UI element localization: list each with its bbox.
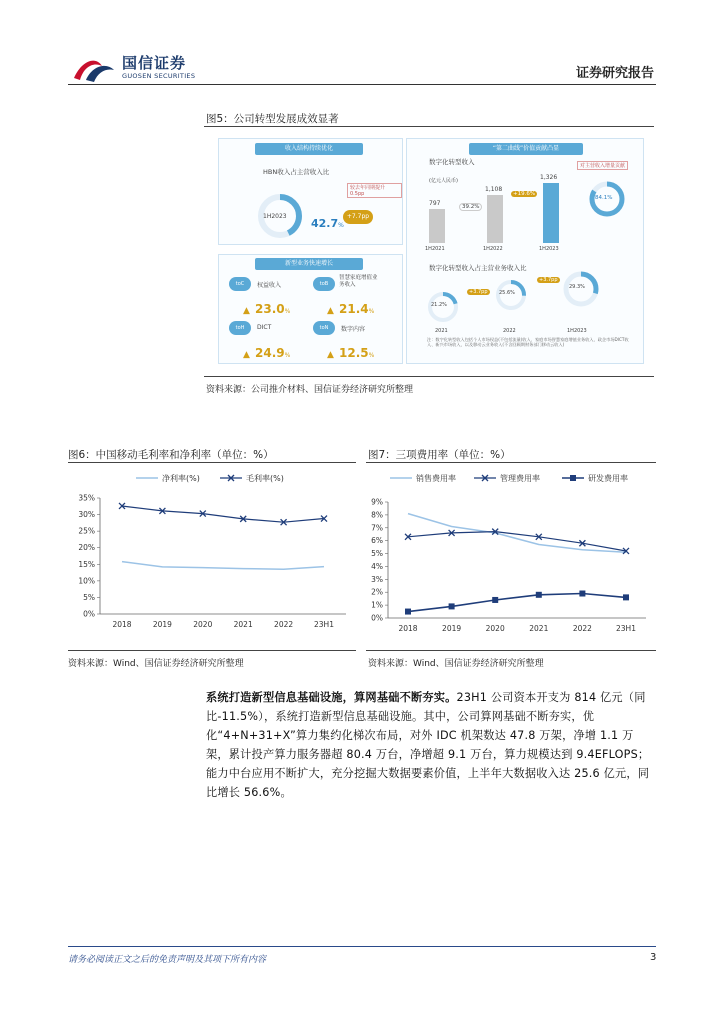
fig7-series-3-point (492, 597, 498, 603)
fig7-legend-label: 管理费用率 (500, 474, 540, 483)
new-business-panel (218, 254, 403, 364)
toc-icon: toC (229, 277, 251, 291)
figure5-source: 资料来源：公司推介材料、国信证券经济研究所整理 (206, 385, 414, 395)
fig7-ytick-label: 4% (371, 561, 383, 571)
new-business-pill: 新型业务快速增长 (255, 258, 363, 270)
biz-item-4-value: ▲ 12.5% (327, 346, 375, 360)
fig7-series-3-point (579, 591, 585, 597)
biz-item-1-label: 权益收入 (257, 282, 282, 289)
fig7-ytick-label: 7% (371, 523, 383, 533)
income-structure-pill: 收入结构持续优化 (255, 143, 363, 155)
share-2021-label: 2021 (435, 328, 448, 334)
bar-1-label: 1H2021 (425, 246, 445, 252)
digital-revenue-unit: (亿元人民币) (429, 178, 458, 184)
fig6-legend-label: 净利率(%) (162, 474, 200, 483)
bar-1 (429, 209, 445, 243)
fig7-ytick-label: 8% (371, 510, 383, 520)
fig7-ytick-label: 0% (371, 613, 383, 623)
biz-item-3 (229, 317, 309, 360)
fig6-xtick-label: 2021 (233, 620, 253, 629)
fig7-ytick-label: 9% (371, 497, 383, 507)
fig6-ytick-label: 5% (83, 592, 95, 602)
share-1h2023-label: 1H2023 (567, 328, 587, 334)
figure5-note: 注：数字化转型收入包括个人市场权益(不包括流量)收入、家庭市场智慧家庭增值业务收入、政企市场DICT收入、新兴市场收入，以及移动云业务收入(不含回顾期财务部门移动云收入) (427, 337, 629, 348)
fig6-xtick-label: 2022 (274, 620, 294, 629)
share-1h2023-value: 29.3% (569, 284, 585, 290)
biz-item-3-label: DICT (257, 324, 272, 331)
second-curve-pill: “第二曲线”价值贡献凸显 (469, 143, 583, 155)
body-paragraph (206, 688, 656, 802)
fig7-series-3-point (449, 603, 455, 609)
report-type: 证券研究报告 (575, 66, 654, 81)
bar-3 (543, 183, 559, 243)
fig7-ytick-label: 6% (371, 536, 383, 546)
increment-value: 84.1% (595, 195, 613, 201)
hbn-value (311, 212, 344, 231)
fig7-xtick-label: 2022 (572, 624, 592, 633)
biz-item-3-number: 24.9 (255, 346, 285, 360)
figure7-chart (366, 466, 656, 646)
fig7-series-line-1 (408, 514, 626, 553)
growth-1: 39.2% (459, 203, 482, 211)
share-delta-2: +3.7pp (539, 277, 558, 283)
fig7-legend-item (474, 473, 540, 483)
fig7-series-3-point (536, 592, 542, 598)
biz-item-4-unit: % (368, 352, 375, 359)
figure5-bottom-rule (204, 376, 654, 377)
biz-item-4-number: 12.5 (339, 346, 369, 360)
figure6-bottom-rule (68, 650, 356, 651)
income-structure-panel (218, 138, 403, 245)
figure6-source: 资料来源：Wind、国信证券经济研究所整理 (68, 659, 244, 669)
share-2022-value: 25.6% (499, 290, 515, 296)
fig7-series-line-3 (408, 594, 626, 612)
fig7-xtick-label: 2018 (398, 624, 418, 633)
fig7-ytick-label: 1% (371, 600, 383, 610)
fig6-legend-label: 毛利率(%) (246, 474, 284, 483)
fig7-series-3-point (623, 594, 629, 600)
header-rule (68, 84, 656, 85)
fig6-ytick-label: 30% (78, 510, 95, 520)
second-curve-panel (406, 138, 644, 364)
fig6-xtick-label: 23H1 (314, 620, 334, 629)
figure6-top-rule (68, 462, 356, 463)
fig7-xtick-label: 2020 (485, 624, 505, 633)
biz-item-4-label: 数字内容 (341, 326, 366, 333)
fig6-legend-item (220, 473, 284, 483)
logo (72, 50, 202, 86)
fig6-series-line-1 (122, 562, 324, 570)
figure6-chart (68, 466, 356, 646)
fig7-ytick-label: 5% (371, 549, 383, 559)
hbn-value-unit: % (338, 222, 344, 229)
digital-share-title: 数字化转型收入占主营业务收入比 (429, 264, 527, 272)
biz-item-2-label: 智慧家庭增值业务收入 (339, 275, 378, 288)
ton-icon: toN (313, 321, 335, 335)
paragraph-body: 23H1 公司资本开支为 814 亿元（同比-11.5%），系统打造新型信息基础设施。其中，公司算网基础不断夯实，优化“4+N+31+X”算力集约化梯次布局，对外 IDC 机架数达 47.8 万架，净增 1.1 万架，累计投产算力服务器超 80.4 万台，净增超 9.1 万台，算力规模达到 9.4EFLOPS；能力中台应用不断扩大，充分挖掘大数据要素价值，上半年大数据收入达 25.6 亿元，同比增长 56.6%。 (206, 691, 650, 799)
fig7-series-line-2 (408, 532, 626, 551)
fig7-xtick-label: 2019 (442, 624, 462, 633)
fig6-ytick-label: 0% (83, 609, 95, 619)
share-delta-1: +3.7pp (469, 289, 488, 295)
fig6-series-line-2 (122, 506, 324, 522)
fig6-legend-item (136, 473, 200, 483)
hbn-delta-badge: +7.7pp (343, 210, 373, 224)
figure7-bottom-rule (366, 650, 656, 651)
fig6-xtick-label: 2018 (112, 620, 132, 629)
bar-3-value: 1,326 (540, 174, 558, 181)
bar-3-label: 1H2023 (539, 246, 559, 252)
biz-item-3-value: ▲ 24.9% (243, 346, 291, 360)
fig6-xtick-label: 2020 (193, 620, 213, 629)
biz-item-2 (313, 273, 399, 316)
fig7-legend-marker (570, 475, 576, 481)
fig6-ytick-label: 10% (78, 576, 95, 586)
share-2021-value: 21.2% (431, 302, 447, 308)
guosen-logo-mark-icon (72, 52, 116, 84)
tob-icon: toB (313, 277, 335, 291)
hbn-value-number: 42.7 (311, 217, 339, 230)
fig7-xtick-label: 2021 (529, 624, 549, 633)
fig6-ytick-label: 20% (78, 543, 95, 553)
biz-item-2-unit: % (368, 308, 375, 315)
hbn-subtitle: HBN收入占主营收入比 (263, 168, 330, 176)
bar-1-value: 797 (429, 200, 441, 207)
figure5-infographic (218, 135, 644, 365)
figure7-top-rule (366, 462, 656, 463)
biz-item-2-number: 21.4 (339, 302, 369, 316)
fig7-legend-label: 研发费用率 (588, 474, 628, 483)
biz-item-1-unit: % (284, 308, 291, 315)
hbn-tag: 较去年同期提升0.5pp (347, 183, 402, 198)
biz-item-4 (313, 317, 399, 360)
fig6-ytick-label: 35% (78, 493, 95, 503)
fig7-legend-item (562, 473, 628, 483)
page-number: 3 (650, 952, 657, 963)
footer-rule (68, 946, 656, 947)
biz-item-1 (229, 273, 309, 316)
biz-item-1-value: ▲ 23.0% (243, 302, 291, 316)
figure6-title: 图6：中国移动毛利率和净利率（单位：%） (68, 449, 274, 461)
figure5-title: 图5：公司转型发展成效显著 (206, 113, 339, 125)
fig7-legend-label: 销售费用率 (416, 474, 456, 483)
biz-item-1-number: 23.0 (255, 302, 285, 316)
biz-item-3-unit: % (284, 352, 291, 359)
toh-icon: toH (229, 321, 251, 335)
growth-2: +19.6% (513, 191, 536, 197)
fig7-series-3-point (405, 609, 411, 615)
fig6-ytick-label: 15% (78, 559, 95, 569)
bar-2-value: 1,108 (485, 186, 503, 193)
fig7-ytick-label: 3% (371, 574, 383, 584)
figure7-title: 图7：三项费用率（单位：%） (368, 449, 511, 461)
footer-disclaimer: 请务必阅读正文之后的免责声明及其项下所有内容 (68, 955, 267, 965)
increment-tag: 对主营收入增量贡献 (577, 161, 628, 170)
fig6-xtick-label: 2019 (152, 620, 172, 629)
fig6-ytick-label: 25% (78, 526, 95, 536)
figure5-top-rule (204, 126, 654, 127)
fig7-ytick-label: 2% (371, 587, 383, 597)
figure7-source: 资料来源：Wind、国信证券经济研究所整理 (368, 659, 544, 669)
fig7-legend-item (390, 473, 456, 483)
logo-cn: 国信证券 (122, 54, 187, 72)
bar-2-label: 1H2022 (483, 246, 503, 252)
logo-en: GUOSEN SECURITIES (122, 72, 196, 80)
biz-item-2-value: ▲ 21.4% (327, 302, 375, 316)
paragraph-lead: 系统打造新型信息基础设施，算网基础不断夯实。 (206, 691, 457, 704)
share-2022-label: 2022 (503, 328, 516, 334)
fig7-xtick-label: 23H1 (616, 624, 636, 633)
bar-2 (487, 195, 503, 243)
digital-revenue-title: 数字化转型收入 (429, 158, 475, 166)
hbn-donut-label: 1H2023 (263, 213, 287, 220)
